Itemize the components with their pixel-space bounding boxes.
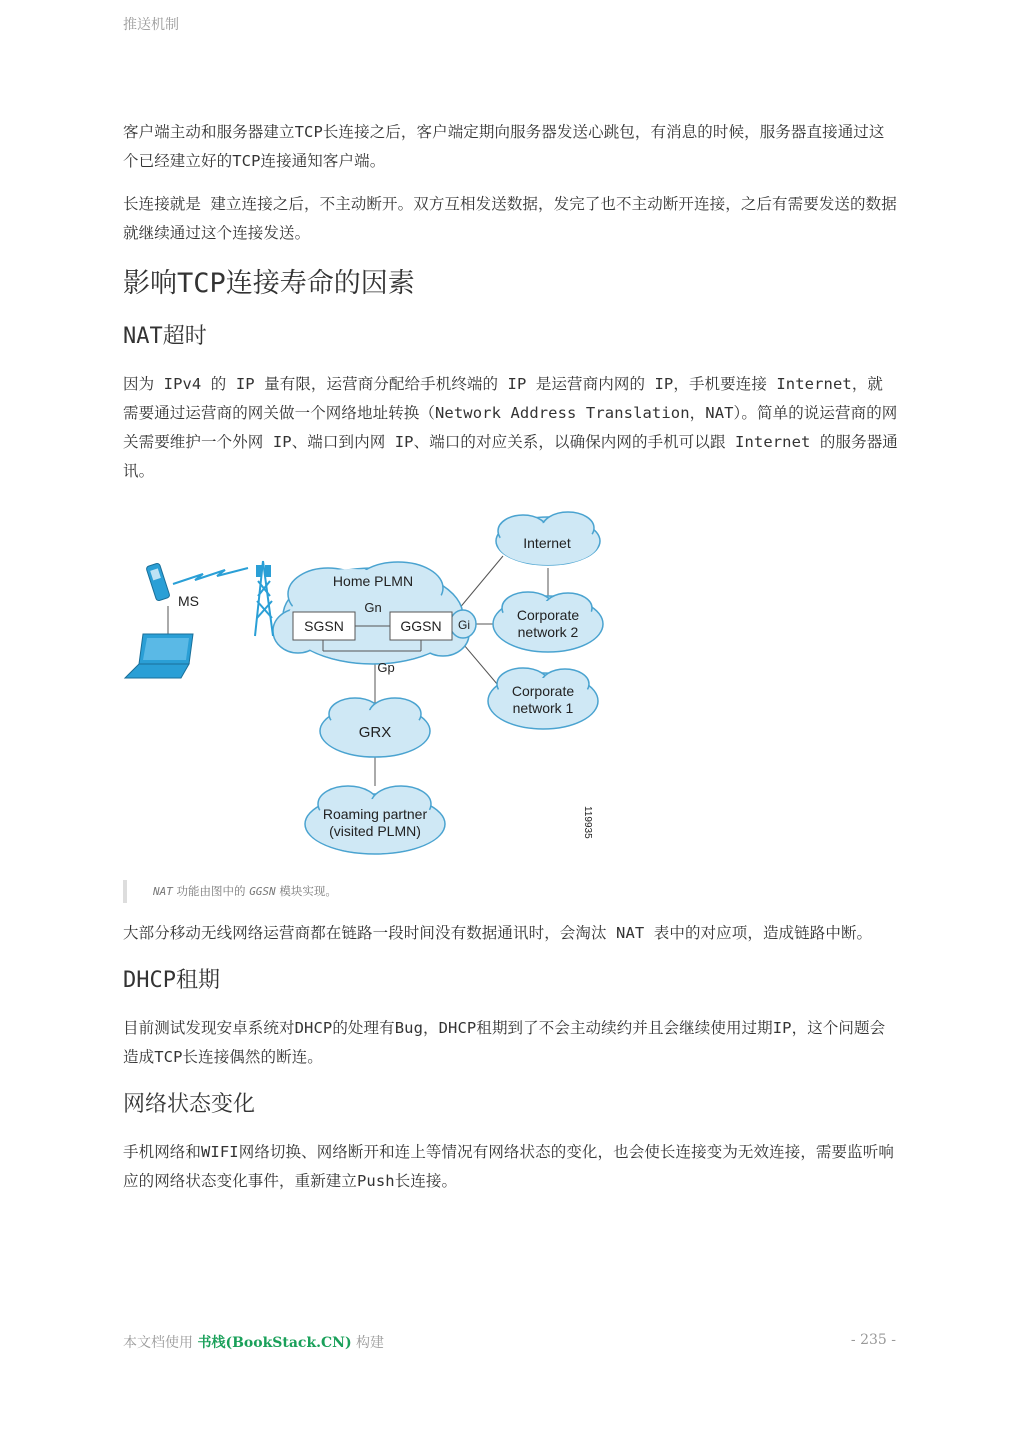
paragraph: 因为 IPv4 的 IP 量有限，运营商分配给手机终端的 IP 是运营商内网的 IP，手机要连接 Internet，就需要通过运营商的网关做一个网络地址转换（Network Address Translation，NAT）。简单的说运营商的网关需要维护一个外网 IP、端口到内网 IP、端口的对应关系，以确保内网的手机可以跟 Internet 的服务器通讯。 (123, 375, 898, 480)
wireless-signal-icon (173, 568, 248, 584)
sgsn-label: SGSN (304, 618, 344, 634)
roaming-partner-line1: Roaming partner (322, 806, 428, 822)
blockquote-note (123, 880, 898, 903)
ggsn-label: GGSN (400, 618, 442, 634)
corporate-network-1-line1: Corporate (511, 683, 575, 699)
paragraph: 手机网络和WIFI网络切换、网络断开和连上等情况有网络状态的变化，也会使长连接变为无效连接，需要监听响应的网络状态变化事件，重新建立Push长连接。 (123, 1143, 894, 1190)
quote-code: GGSN (249, 885, 276, 898)
home-plmn-label: Home PLMN (332, 573, 414, 589)
ms-label: MS (178, 593, 199, 609)
quote-code: NAT (153, 885, 173, 898)
running-header: 推送机制 (123, 17, 179, 33)
corporate-network-1-line2: network 1 (512, 700, 574, 716)
subsection-heading-dhcp: DHCP租期 (123, 968, 220, 993)
paragraph: 目前测试发现安卓系统对DHCP的处理有Bug，DHCP租期到了不会主动续约并且会继续使用过期IP，这个问题会造成TCP长连接偶然的断连。 (123, 1019, 886, 1066)
page-content (123, 118, 898, 1210)
mobile-phone-icon (146, 563, 170, 602)
paragraph: 长连接就是 建立连接之后，不主动断开。双方互相发送数据，发完了也不主动断开连接，之后有需要发送的数据就继续通过这个连接发送。 (123, 195, 897, 242)
figure-id: 119935 (582, 806, 593, 839)
page-number: - 235 - (850, 1332, 896, 1348)
quote-text: 功能由图中的 (172, 884, 250, 898)
gp-label: Gp (377, 660, 395, 675)
gi-label: Gi (458, 618, 470, 632)
corporate-network-2-line1: Corporate (516, 607, 580, 623)
internet-label: Internet (523, 535, 571, 551)
footer-credit (123, 1332, 384, 1352)
subsection-heading-nat: NAT超时 (123, 324, 207, 349)
paragraph: 客户端主动和服务器建立TCP长连接之后，客户端定期向服务器发送心跳包，有消息的时候，服务器直接通过这个已经建立好的TCP连接通知客户端。 (123, 123, 885, 170)
footer-prefix: 本文档使用 (123, 1335, 198, 1351)
footer-suffix: 构建 (351, 1335, 385, 1351)
bookstack-link[interactable]: 书栈(BookStack.CN) (197, 1335, 352, 1351)
laptop-icon (125, 634, 193, 678)
cell-tower-icon (255, 561, 273, 636)
grx-label: GRX (358, 724, 392, 741)
gn-label: Gn (364, 600, 382, 615)
subsection-heading-network: 网络状态变化 (123, 1092, 256, 1117)
quote-text: 模块实现。 (275, 884, 337, 898)
network-diagram (123, 506, 613, 866)
roaming-partner-line2: (visited PLMN) (329, 823, 421, 839)
paragraph: 大部分移动无线网络运营商都在链路一段时间没有数据通讯时，会淘汰 NAT 表中的对应项，造成链路中断。 (123, 924, 873, 942)
section-heading: 影响TCP连接寿命的因素 (123, 268, 415, 299)
corporate-network-2-line2: network 2 (517, 624, 579, 640)
